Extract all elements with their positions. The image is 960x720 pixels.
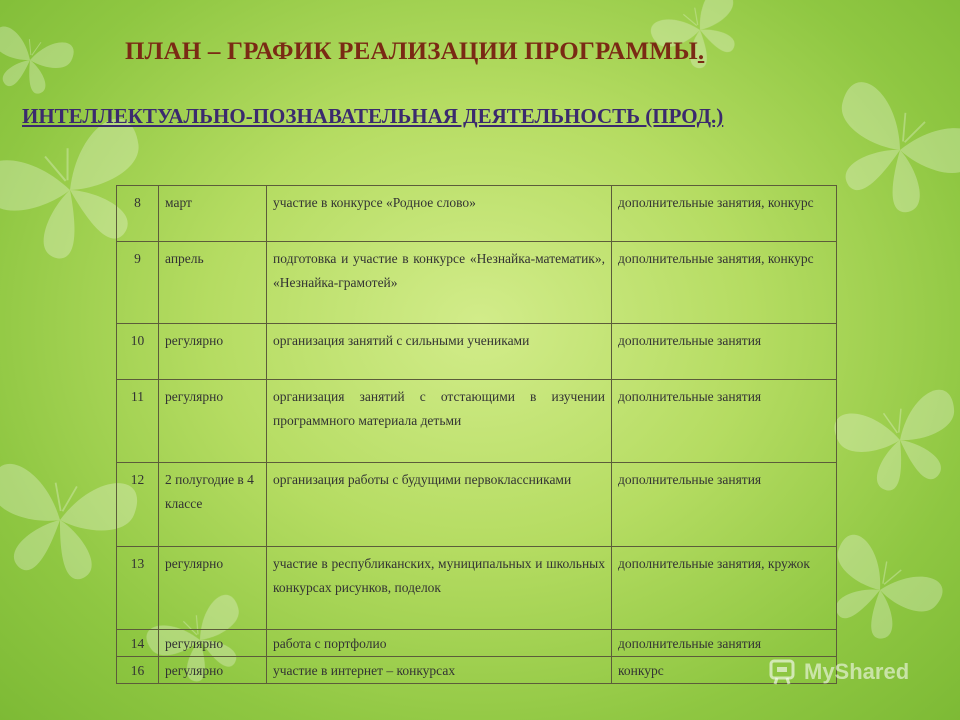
row-time: март [159, 186, 267, 242]
table-row [117, 242, 837, 324]
table-row [117, 186, 837, 242]
row-number: 9 [117, 242, 159, 324]
row-number: 11 [117, 380, 159, 463]
row-activity: организация занятий с сильными учениками [267, 324, 612, 380]
row-activity: подготовка и участие в конкурсе «Незнайка-математик», «Незнайка-грамотей» [267, 242, 612, 324]
row-time: апрель [159, 242, 267, 324]
myshared-logo-icon [768, 657, 798, 687]
watermark-text: MyShared [804, 659, 910, 684]
row-activity: участие в интернет – конкурсах [267, 657, 612, 684]
table-row [117, 547, 837, 630]
page-title [125, 38, 704, 66]
row-activity: работа с портфолио [267, 630, 612, 657]
row-number: 14 [117, 630, 159, 657]
row-time: регулярно [159, 630, 267, 657]
row-number: 12 [117, 463, 159, 547]
row-number: 13 [117, 547, 159, 630]
table-row [117, 630, 837, 657]
plan-table [116, 185, 837, 684]
row-time: регулярно [159, 380, 267, 463]
row-time: регулярно [159, 324, 267, 380]
table-row [117, 380, 837, 463]
row-number: 8 [117, 186, 159, 242]
table-row [117, 463, 837, 547]
row-activity: организация занятий с отстающими в изучении программного материала детьми [267, 380, 612, 463]
row-time: регулярно [159, 547, 267, 630]
section-subtitle: ИНТЕЛЛЕКТУАЛЬНО-ПОЗНАВАТЕЛЬНАЯ ДЕЯТЕЛЬНОСТЬ (ПРОД.) [22, 104, 724, 128]
row-form: дополнительные занятия, конкурс [612, 242, 837, 324]
row-form: конкурс [612, 657, 837, 684]
row-form: дополнительные занятия, кружок [612, 547, 837, 630]
row-form: дополнительные занятия [612, 380, 837, 463]
table-row [117, 324, 837, 380]
page-title-suffix: . [697, 38, 705, 65]
row-number: 16 [117, 657, 159, 684]
row-number: 10 [117, 324, 159, 380]
row-form: дополнительные занятия, конкурс [612, 186, 837, 242]
row-activity: участие в конкурсе «Родное слово» [267, 186, 612, 242]
row-form: дополнительные занятия [612, 324, 837, 380]
table-row [117, 657, 837, 684]
row-form: дополнительные занятия [612, 630, 837, 657]
row-time: 2 полугодие в 4 классе [159, 463, 267, 547]
row-activity: организация работы с будущими первоклассниками [267, 463, 612, 547]
page-title-text: ПЛАН – ГРАФИК РЕАЛИЗАЦИИ ПРОГРАММЫ [125, 38, 698, 65]
row-time: регулярно [159, 657, 267, 684]
row-form: дополнительные занятия [612, 463, 837, 547]
watermark-logo [768, 657, 909, 687]
row-activity: участие в республиканских, муниципальных и школьных конкурсах рисунков, поделок [267, 547, 612, 630]
